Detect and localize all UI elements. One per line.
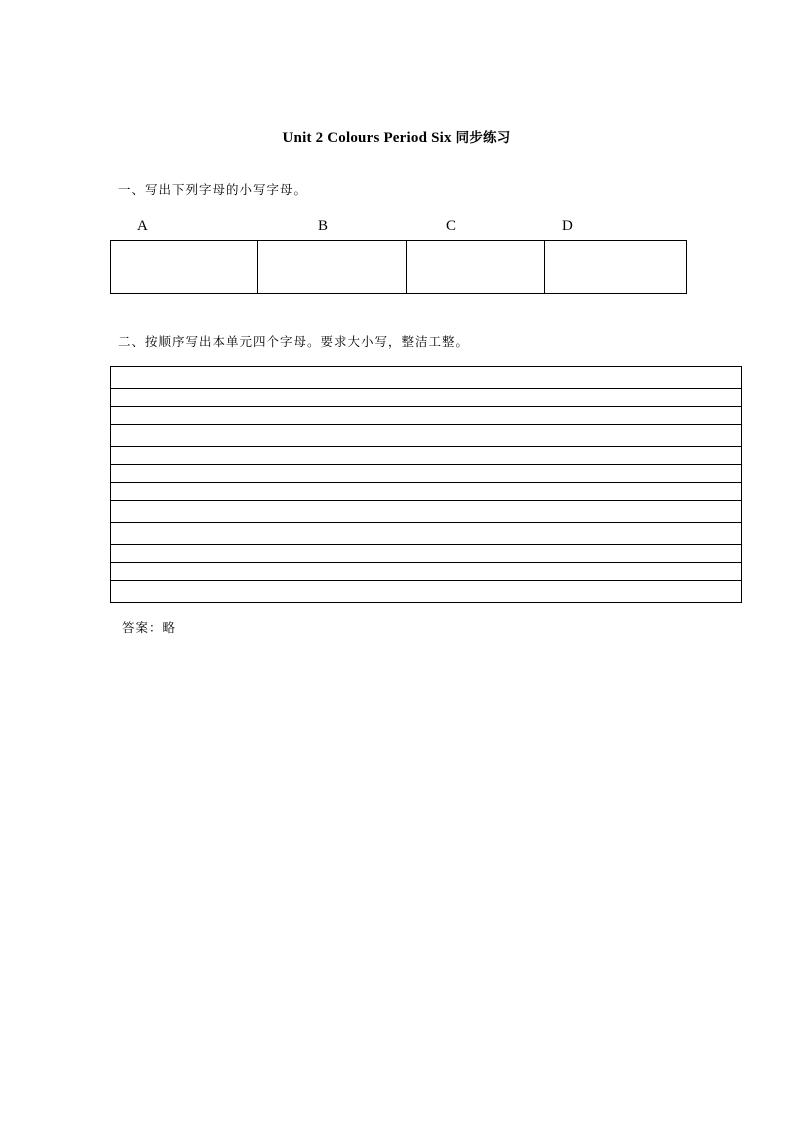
- table-row: [111, 483, 742, 501]
- writing-line[interactable]: [111, 501, 742, 523]
- table-row: [111, 241, 687, 294]
- letters-header-row: [110, 218, 682, 240]
- letter-label-c: C: [446, 218, 457, 234]
- writing-line[interactable]: [111, 465, 742, 483]
- page-title-cn: 同步练习: [455, 130, 511, 146]
- table-row: [111, 447, 742, 465]
- table-row: [111, 563, 742, 581]
- writing-line[interactable]: [111, 523, 742, 545]
- writing-line[interactable]: [111, 563, 742, 581]
- answer-cell-c[interactable]: [407, 241, 545, 294]
- answer-cell-d[interactable]: [545, 241, 687, 294]
- page-title: [0, 126, 793, 147]
- table-row: [111, 389, 742, 407]
- writing-line[interactable]: [111, 367, 742, 389]
- table-row: [111, 425, 742, 447]
- writing-line[interactable]: [111, 389, 742, 407]
- writing-line[interactable]: [111, 447, 742, 465]
- writing-line[interactable]: [111, 483, 742, 501]
- lowercase-answer-table: [110, 240, 687, 294]
- writing-line[interactable]: [111, 425, 742, 447]
- table-row: [111, 523, 742, 545]
- table-row: [111, 367, 742, 389]
- writing-line[interactable]: [111, 407, 742, 425]
- writing-line[interactable]: [111, 545, 742, 563]
- table-row: [111, 407, 742, 425]
- writing-line[interactable]: [111, 581, 742, 603]
- table-row: [111, 581, 742, 603]
- question-1-text: 一、写出下列字母的小写字母。: [118, 182, 308, 197]
- page-title-en: Unit 2 Colours Period Six: [282, 130, 452, 146]
- question-2-text: 二、按顺序写出本单元四个字母。要求大小写，整洁工整。: [118, 334, 470, 349]
- answer-note: 答案：略: [122, 620, 177, 635]
- letter-label-a: A: [137, 218, 148, 234]
- table-row: [111, 501, 742, 523]
- letter-label-d: D: [562, 218, 573, 234]
- letter-label-b: B: [318, 218, 329, 234]
- answer-cell-b[interactable]: [258, 241, 407, 294]
- table-row: [111, 545, 742, 563]
- writing-lines-table: [110, 366, 742, 603]
- answer-cell-a[interactable]: [111, 241, 258, 294]
- table-row: [111, 465, 742, 483]
